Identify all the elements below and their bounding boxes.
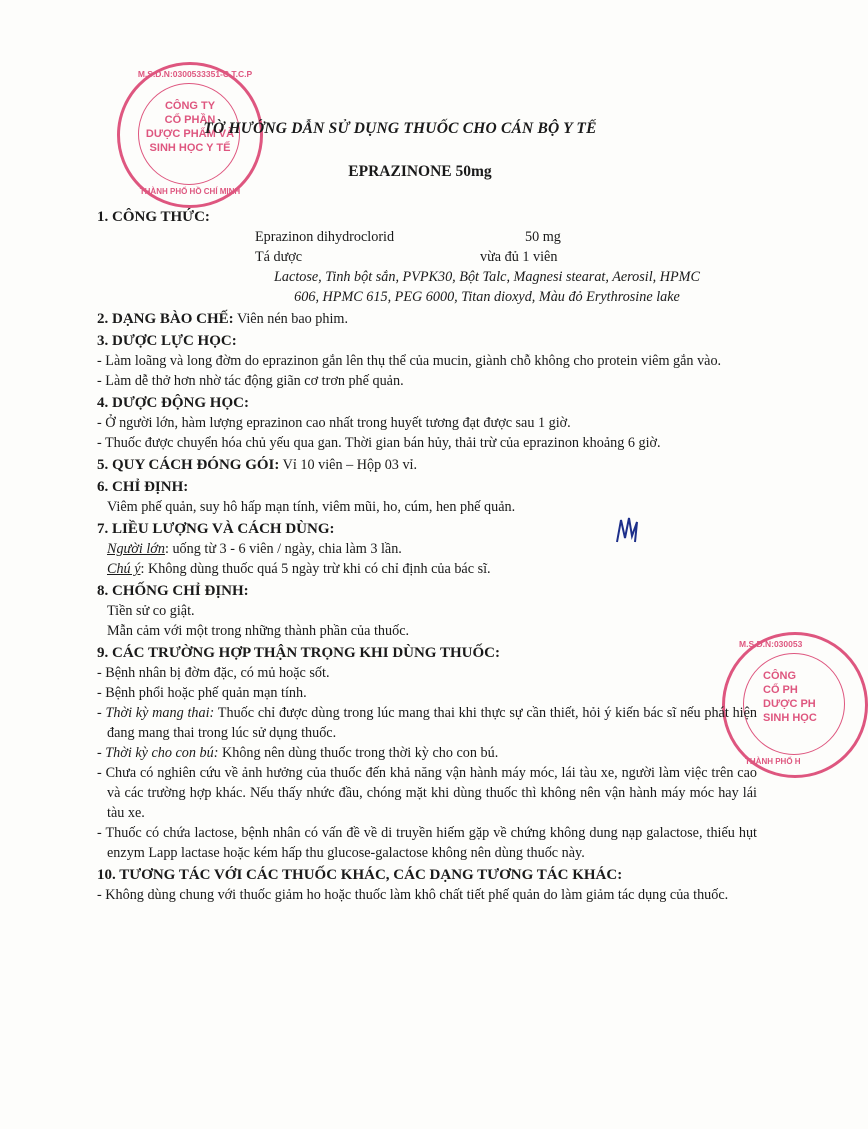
section-heading: 6. CHỈ ĐỊNH: [97,479,189,495]
ingredient-dose: 50 mg [525,229,561,245]
list-item: - Làm loãng và long đờm do eprazinon gắn lên thụ thể của mucin, giành chỗ không cho protein viêm gắn vào. [97,351,757,371]
list-item: - Thuốc có chứa lactose, bệnh nhân có vấn đề về di truyền hiếm gặp về chứng không dung nạp galactose, thiếu hụt enzym Lapp lactase hoặc kém hấp thu glucose-galactose không nên dùng thuốc này. [97,823,757,863]
paragraph: Người lớn: uống từ 3 - 6 viên / ngày, chia làm 3 lần. [107,541,402,557]
list-item: - Chưa có nghiên cứu về ảnh hưởng của thuốc đến khả năng vận hành máy móc, lái tàu xe, người làm việc trên cao và các trường hợp khác. Nếu thấy nhức đầu, chóng mặt khi dùng thuốc thì không nên vận hành máy móc hay lái tàu xe. [97,763,757,823]
excipient-list: Lactose, Tinh bột sắn, PVPK30, Bột Talc, Magnesi stearat, Aerosil, HPMC [274,269,700,285]
excipient-qty: vừa đủ 1 viên [480,249,558,265]
paragraph: Viêm phế quản, suy hô hấp mạn tính, viêm mũi, ho, cúm, hen phế quản. [107,499,516,515]
stamp-ring-text: M.S.D.N:0300533351-C.T.C.P [137,69,253,79]
list-item: - Bệnh nhân bị đờm đặc, có mủ hoặc sốt. [97,663,757,683]
section-heading: 2. DẠNG BÀO CHẾ: Viên nén bao phim. [97,311,349,327]
list-item: - Làm dễ thở hơn nhờ tác động giãn cơ trơn phế quản. [97,371,757,391]
excipient-list: 606, HPMC 615, PEG 6000, Titan dioxyd, Màu đỏ Erythrosine lake [294,289,680,305]
ingredient-name: Eprazinon dihydroclorid [255,229,395,245]
section-heading: 1. CÔNG THỨC: [97,209,210,225]
section-heading: 10. TƯƠNG TÁC VỚI CÁC THUỐC KHÁC, CÁC DẠNG TƯƠNG TÁC KHÁC: [97,867,623,883]
product-name: EPRAZINONE 50mg [348,163,492,180]
paragraph: Chú ý: Không dùng thuốc quá 5 ngày trừ khi có chỉ định của bác sĩ. [107,561,491,577]
section-heading: 9. CÁC TRƯỜNG HỢP THẬN TRỌNG KHI DÙNG THUỐC: [97,645,500,661]
formula-row [97,247,757,267]
section-heading: 4. DƯỢC ĐỘNG HỌC: [97,395,249,411]
section-heading: 5. QUY CÁCH ĐÓNG GÓI: Vỉ 10 viên – Hộp 03 vỉ. [97,457,418,473]
formula-row [97,227,757,247]
list-item: - Thời kỳ cho con bú: Không nên dùng thuốc trong thời kỳ cho con bú. [97,743,757,763]
list-item: - Ở người lớn, hàm lượng eprazinon cao nhất trong huyết tương đạt được sau 1 giờ. [97,413,757,433]
paragraph: Mẫn cảm với một trong những thành phần của thuốc. [107,623,410,639]
section-heading: 7. LIỀU LƯỢNG VÀ CÁCH DÙNG: [97,521,335,537]
section-heading: 3. DƯỢC LỰC HỌC: [97,333,237,349]
stamp-bottom-text: THÀNH PHỐ HỒ CHÍ MINH [139,187,241,196]
company-stamp-partial: M.S.D.N:030053 CÔNG CỔ PH DƯỢC PH SINH HỌC THÀNH PHỐ H [722,632,868,778]
stamp-text: CÔNG TY CỔ PHẦN DƯỢC PHẨM VÀ SINH HỌC Y TẾ [145,100,235,154]
list-item: - Không dùng chung với thuốc giảm ho hoặc thuốc làm khô chất tiết phế quản do làm giảm tác dụng của thuốc. [97,885,757,905]
paragraph: Tiền sử co giật. [107,603,195,619]
document-title: TỜ HƯỚNG DẪN SỬ DỤNG THUỐC CHO CÁN BỘ Y TẾ [203,120,597,137]
excipient-label: Tá dược [255,249,303,265]
document-body [97,205,757,905]
list-item: - Thuốc được chuyển hóa chủ yếu qua gan. Thời gian bán hủy, thải trừ của eprazinon khoảng 6 giờ. [97,433,757,453]
list-item: - Thời kỳ mang thai: Thuốc chỉ được dùng trong lúc mang thai khi thực sự cần thiết, hỏi ý kiến bác sĩ nếu phát hiện đang mang thai trong lúc sử dụng thuốc. [97,703,757,743]
list-item: - Bệnh phổi hoặc phế quản mạn tính. [97,683,757,703]
section-heading: 8. CHỐNG CHỈ ĐỊNH: [97,583,249,599]
